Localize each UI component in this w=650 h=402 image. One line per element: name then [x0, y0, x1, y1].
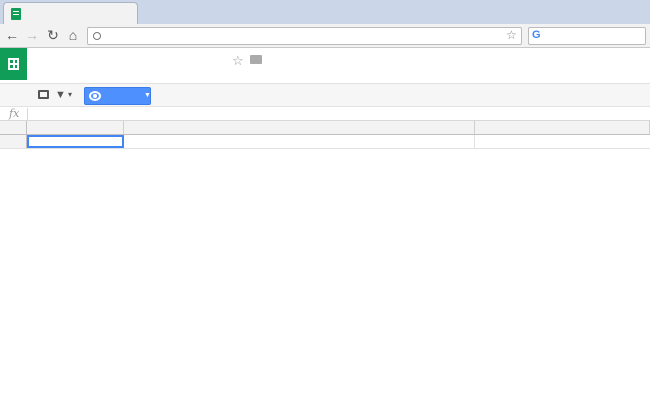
- table-header-row: [0, 135, 650, 149]
- sheets-logo-icon[interactable]: [0, 48, 27, 80]
- filter-dropdown-icon[interactable]: ▾: [68, 90, 73, 99]
- view-only-button[interactable]: [84, 87, 151, 105]
- column-header-b[interactable]: [124, 121, 475, 135]
- back-icon[interactable]: ←: [5, 27, 19, 43]
- column-header-a[interactable]: [27, 121, 124, 135]
- forward-icon[interactable]: →: [25, 27, 39, 43]
- formula-bar: [0, 107, 650, 121]
- reload-icon[interactable]: ↻: [47, 27, 59, 43]
- toolbar: [0, 83, 650, 107]
- browser-tab-bar: [0, 0, 650, 24]
- site-info-icon[interactable]: [93, 32, 101, 40]
- column-header-c[interactable]: [475, 121, 650, 135]
- header-cell-activity[interactable]: [124, 135, 475, 148]
- bookmark-star-icon[interactable]: ☆: [506, 28, 517, 42]
- header-cell-websites[interactable]: [475, 135, 650, 148]
- sheets-favicon-icon: [11, 8, 21, 20]
- select-all-corner[interactable]: [0, 121, 27, 135]
- folder-icon[interactable]: [250, 55, 262, 64]
- browser-tab[interactable]: [3, 2, 138, 24]
- header-cell-date[interactable]: [27, 135, 124, 148]
- address-bar[interactable]: [87, 27, 522, 45]
- eye-icon: [89, 91, 101, 101]
- filter-icon[interactable]: ▼: [55, 89, 66, 101]
- google-icon: G: [532, 29, 541, 41]
- star-document-icon[interactable]: ☆: [232, 53, 244, 68]
- row-number[interactable]: [0, 135, 27, 148]
- print-icon[interactable]: [38, 90, 49, 99]
- chevron-down-icon: ▼: [144, 92, 151, 99]
- fx-icon: fx: [9, 107, 20, 120]
- browser-nav-bar: [0, 24, 650, 48]
- browser-search-box[interactable]: [528, 27, 646, 45]
- home-icon[interactable]: ⌂: [68, 27, 78, 43]
